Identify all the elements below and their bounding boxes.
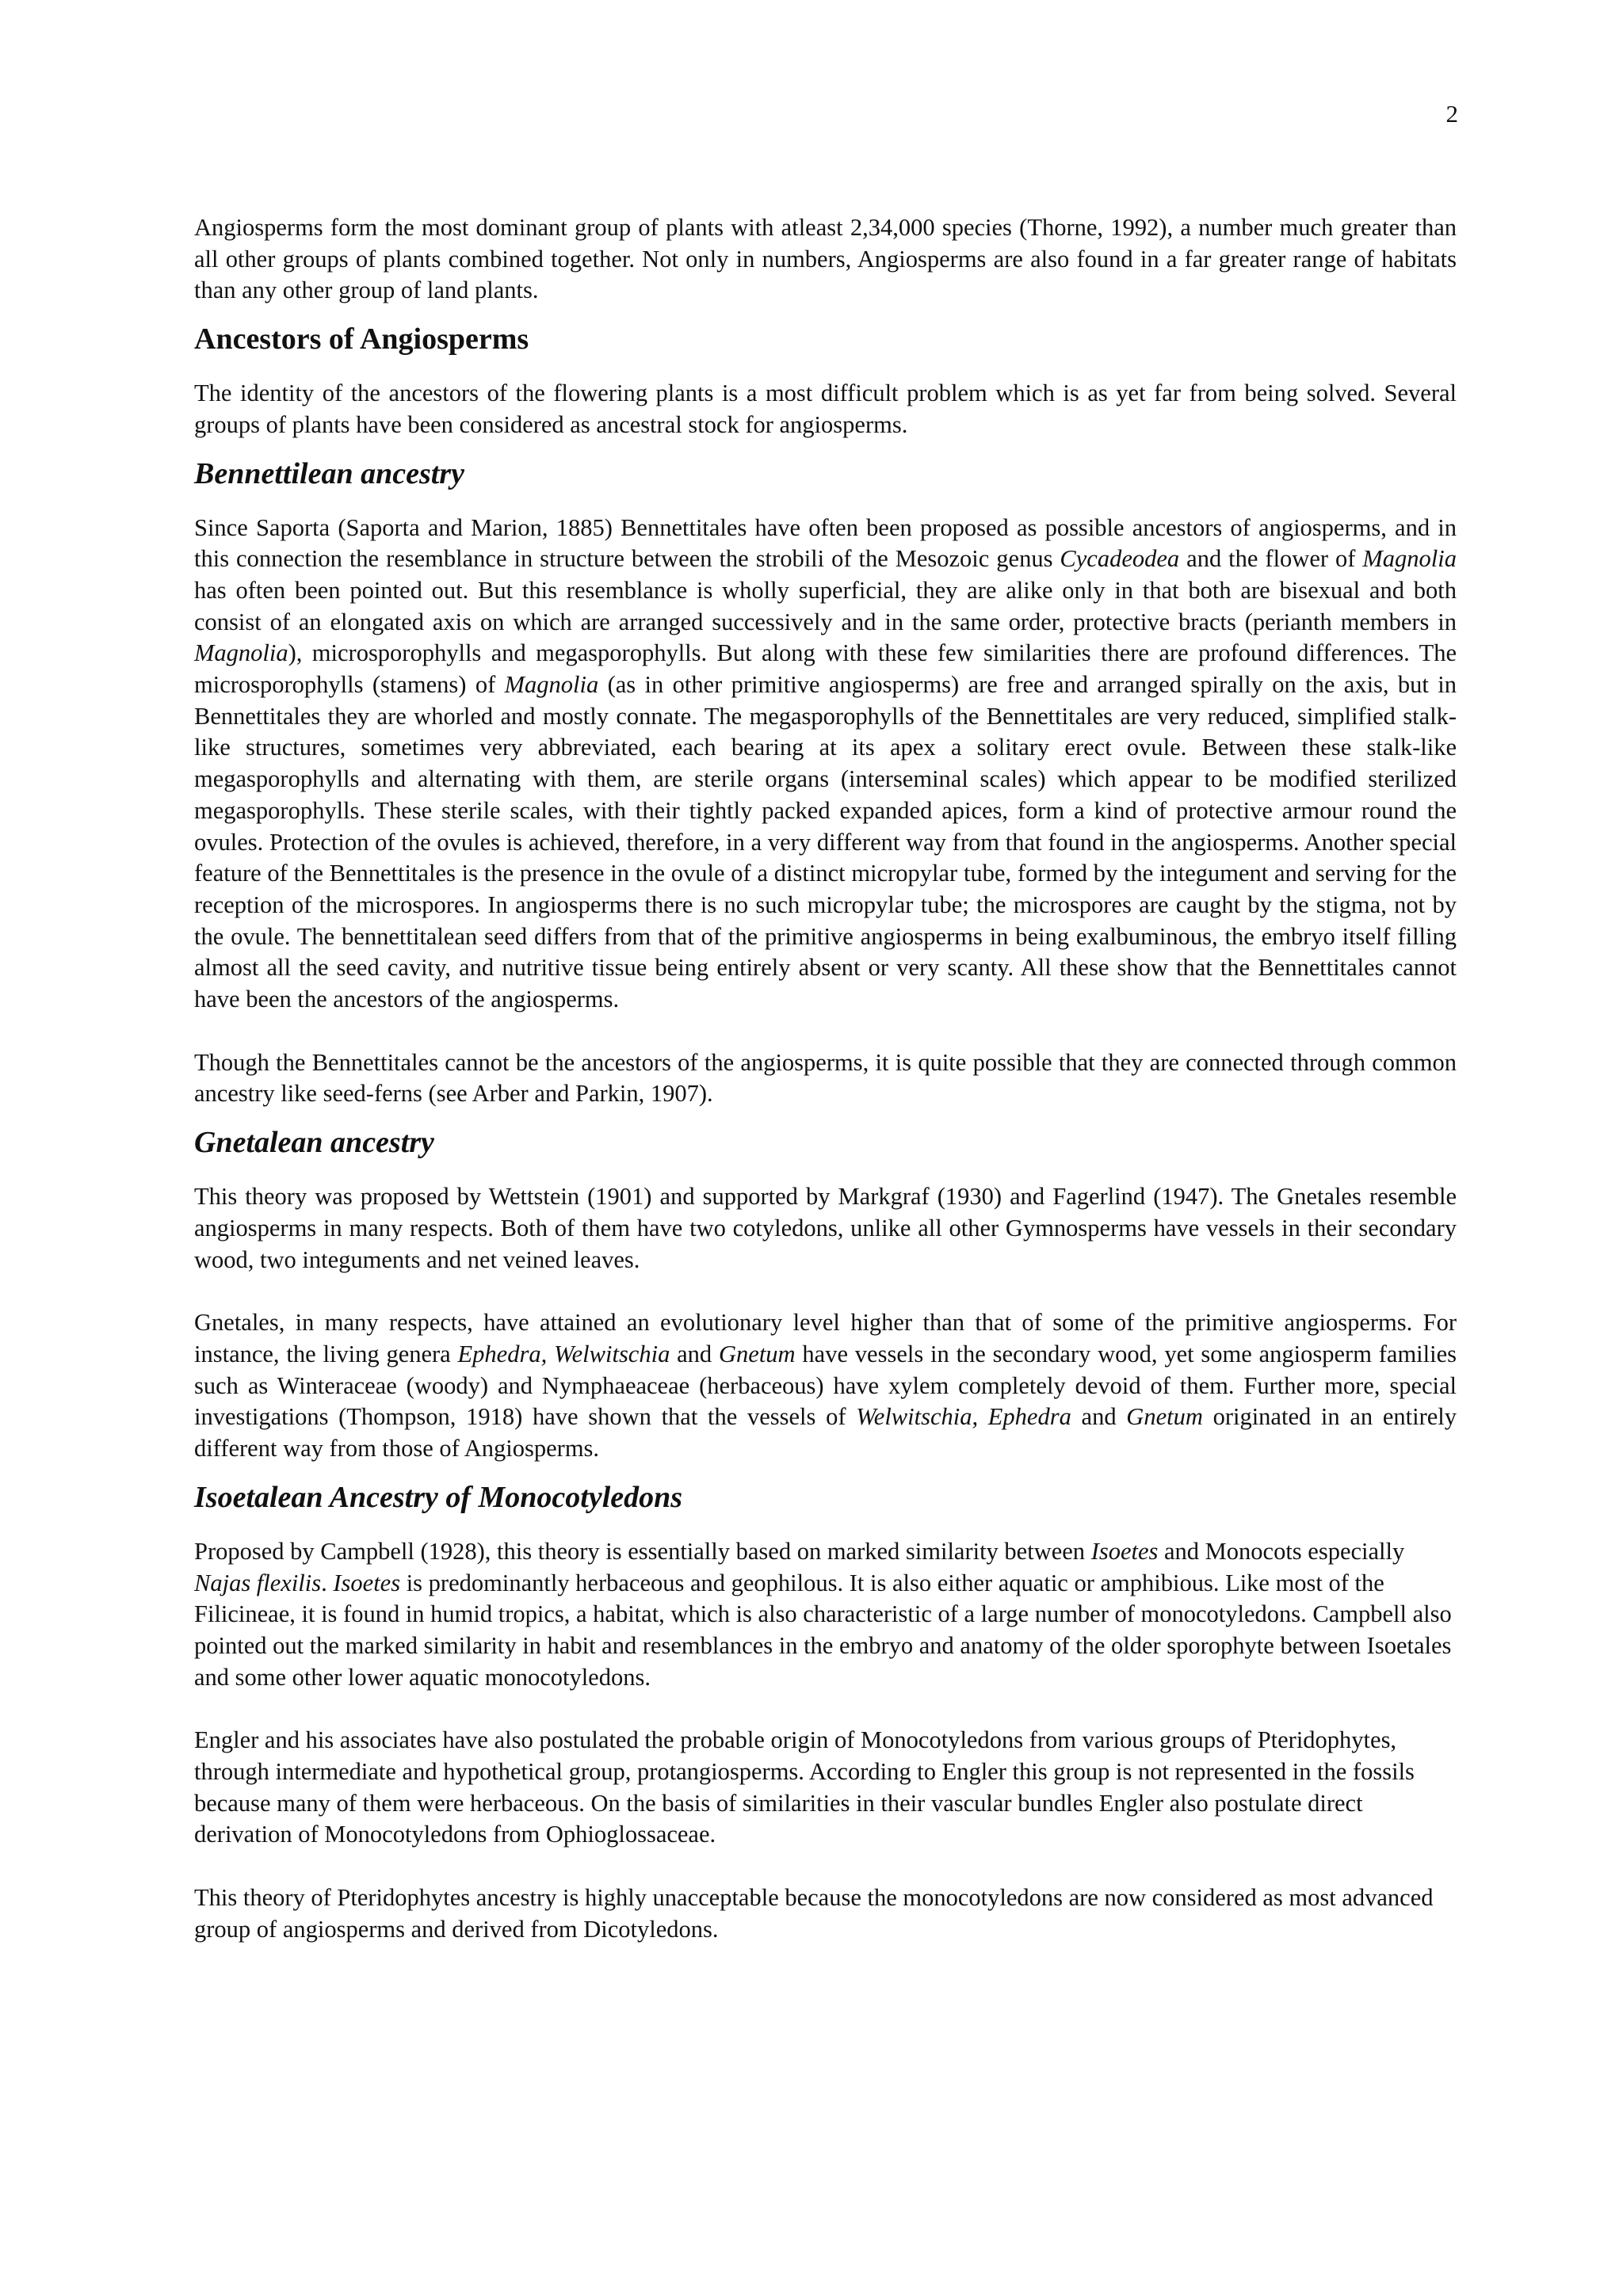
italic-term: Isoetes	[333, 1569, 401, 1596]
text-run: and	[670, 1340, 720, 1367]
subheading-bennettilean: Bennettilean ancestry	[194, 456, 464, 490]
italic-term: Gnetum	[1126, 1403, 1203, 1431]
text-run: ), microsporophylls and megasporophylls. But along with these few similarities there are profound differences. The microsporophylls (stamens) of	[194, 639, 1457, 699]
text-run: Though the Bennettitales cannot be the ancestors of the angiosperms, it is quite possible that they are connected through common ancestry like seed-ferns (see Arber and Parkin, 1907).	[194, 1048, 1457, 1108]
italic-term: Cycadeodea	[1060, 545, 1180, 573]
italic-term: Najas flexilis	[194, 1569, 322, 1596]
text-run: Angiosperms form the most dominant group of plants with atleast 2,34,000 species (Thorne, 1992), a number much greater than all other groups of plants combined together. Not only in numbers, Angiosperms are also found in a far greater range of habitats than any other group of land plants.	[194, 214, 1457, 304]
bennettilean-conclusion-paragraph	[194, 1047, 1457, 1110]
text-run: and Monocots especially	[1158, 1537, 1405, 1565]
isoetalean-paragraph-2	[194, 1725, 1457, 1851]
italic-term: Magnolia	[194, 639, 288, 667]
text-run: Proposed by Campbell (1928), this theory is essentially based on marked similarity between	[194, 1537, 1091, 1565]
gnetalean-paragraph-2	[194, 1307, 1457, 1465]
text-run: This theory of Pteridophytes ancestry is highly unacceptable because the monocotyledons are now considered as most advanced group of angiosperms and derived from Dicotyledons.	[194, 1884, 1434, 1943]
isoetalean-paragraph-3	[194, 1882, 1457, 1945]
section-heading-ancestors: Ancestors of Angiosperms	[194, 322, 529, 357]
subheading-isoetalean: Isoetalean Ancestry of Monocotyledons	[194, 1480, 683, 1514]
text-run: Gnetales, in many respects, have attained an evolutionary level higher than that of some of the primitive angiosperms. For instance, the living genera	[194, 1309, 1457, 1367]
text-run: and	[1071, 1403, 1127, 1431]
ancestors-paragraph	[194, 378, 1457, 441]
isoetalean-paragraph-1	[194, 1536, 1457, 1694]
subheading-gnetalean: Gnetalean ancestry	[194, 1126, 434, 1160]
text-run: originated in an entirely different way from those of Angiosperms.	[194, 1403, 1457, 1463]
italic-term: Welwitschia, Ephedra	[856, 1403, 1071, 1431]
text-run: is predominantly herbaceous and geophilous. It is also either aquatic or amphibious. Like most of the Filicineae, it is found in humid tropics, a habitat, which is also characteristic of a large number of monocotyledons. Campbell also pointed out the marked similarity in habit and resemblances in the embryo and anatomy of the older sporophyte between Isoetales and some other lower aquatic monocotyledons.	[194, 1569, 1452, 1691]
italic-term: Isoetes	[1090, 1537, 1159, 1565]
text-run: and the flower of	[1179, 545, 1363, 573]
text-run: .	[321, 1569, 334, 1596]
text-run: has often been pointed out. But this resemblance is wholly superficial, they are alike only in that both are bisexual and both consist of an elongated axis on which are arranged successively and in the same order, protective bracts (perianth members in	[194, 576, 1457, 635]
text-run: (as in other primitive angiosperms) are free and arranged spirally on the axis, but in Bennettitales they are whorled and mostly connate. The megasporophylls of the Bennettitales are very reduced, simplified stalk-like structures, sometimes very abbreviated, each bearing at its apex a solitary erect ovule. Between these stalk-like megasporophylls and alternating with them, are sterile organs (interseminal scales) which appear to be modified sterilized megasporophylls. These sterile scales, with their tightly packed expanded apices, form a kind of protective armour round the ovules. Protection of the ovules is achieved, therefore, in a very different way from that found in the angiosperms. Another special feature of the Bennettitales is the presence in the ovule of a distinct micropylar tube, formed by the integument and serving for the reception of the microspores. In angiosperms there is no such micropylar tube; the microspores are caught by the stigma, not by the ovule. The bennettitalean seed differs from that of the primitive angiosperms in being exalbuminous, the embryo itself filling almost all the seed cavity, and nutritive tissue being entirely absent or very scanty. All these show that the Bennettitales cannot have been the ancestors of the angiosperms.	[194, 671, 1457, 1013]
text-run: The identity of the ancestors of the flowering plants is a most difficult problem which is as yet far from being solved. Several groups of plants have been considered as ancestral stock for angiosperms.	[194, 379, 1457, 438]
italic-term: Magnolia	[1362, 545, 1457, 573]
text-run: have vessels in the secondary wood, yet some angiosperm families such as Winteraceae (woody) and Nymphaeaceae (herbaceous) have xylem completely devoid of them. Further more, special investigations (Thompson, 1918) have shown that the vessels of	[194, 1340, 1457, 1431]
intro-paragraph	[194, 212, 1457, 307]
document-body	[194, 212, 1457, 1946]
page-number: 2	[1445, 100, 1458, 128]
italic-term: Gnetum	[719, 1340, 796, 1367]
italic-term: Magnolia	[504, 671, 599, 699]
bennettilean-paragraph	[194, 513, 1457, 1016]
italic-term: Ephedra, Welwitschia	[457, 1340, 670, 1367]
gnetalean-paragraph-1	[194, 1181, 1457, 1276]
text-run: Engler and his associates have also postulated the probable origin of Monocotyledons from various groups of Pteridophytes, through intermediate and hypothetical group, protangiosperms. According to Engler this group is not represented in the fossils because many of them were herbaceous. On the basis of similarities in their vascular bundles Engler also postulate direct derivation of Monocotyledons from Ophioglossaceae.	[194, 1726, 1415, 1848]
text-run: Since Saporta (Saporta and Marion, 1885) Bennettitales have often been proposed as possible ancestors of angiosperms, and in this connection the resemblance in structure between the strobili of the Mesozoic genus	[194, 513, 1457, 573]
text-run: This theory was proposed by Wettstein (1901) and supported by Markgraf (1930) and Fagerlind (1947). The Gnetales resemble angiosperms in many respects. Both of them have two cotyledons, unlike all other Gymnosperms have vessels in their secondary wood, two integuments and net veined leaves.	[194, 1183, 1457, 1273]
